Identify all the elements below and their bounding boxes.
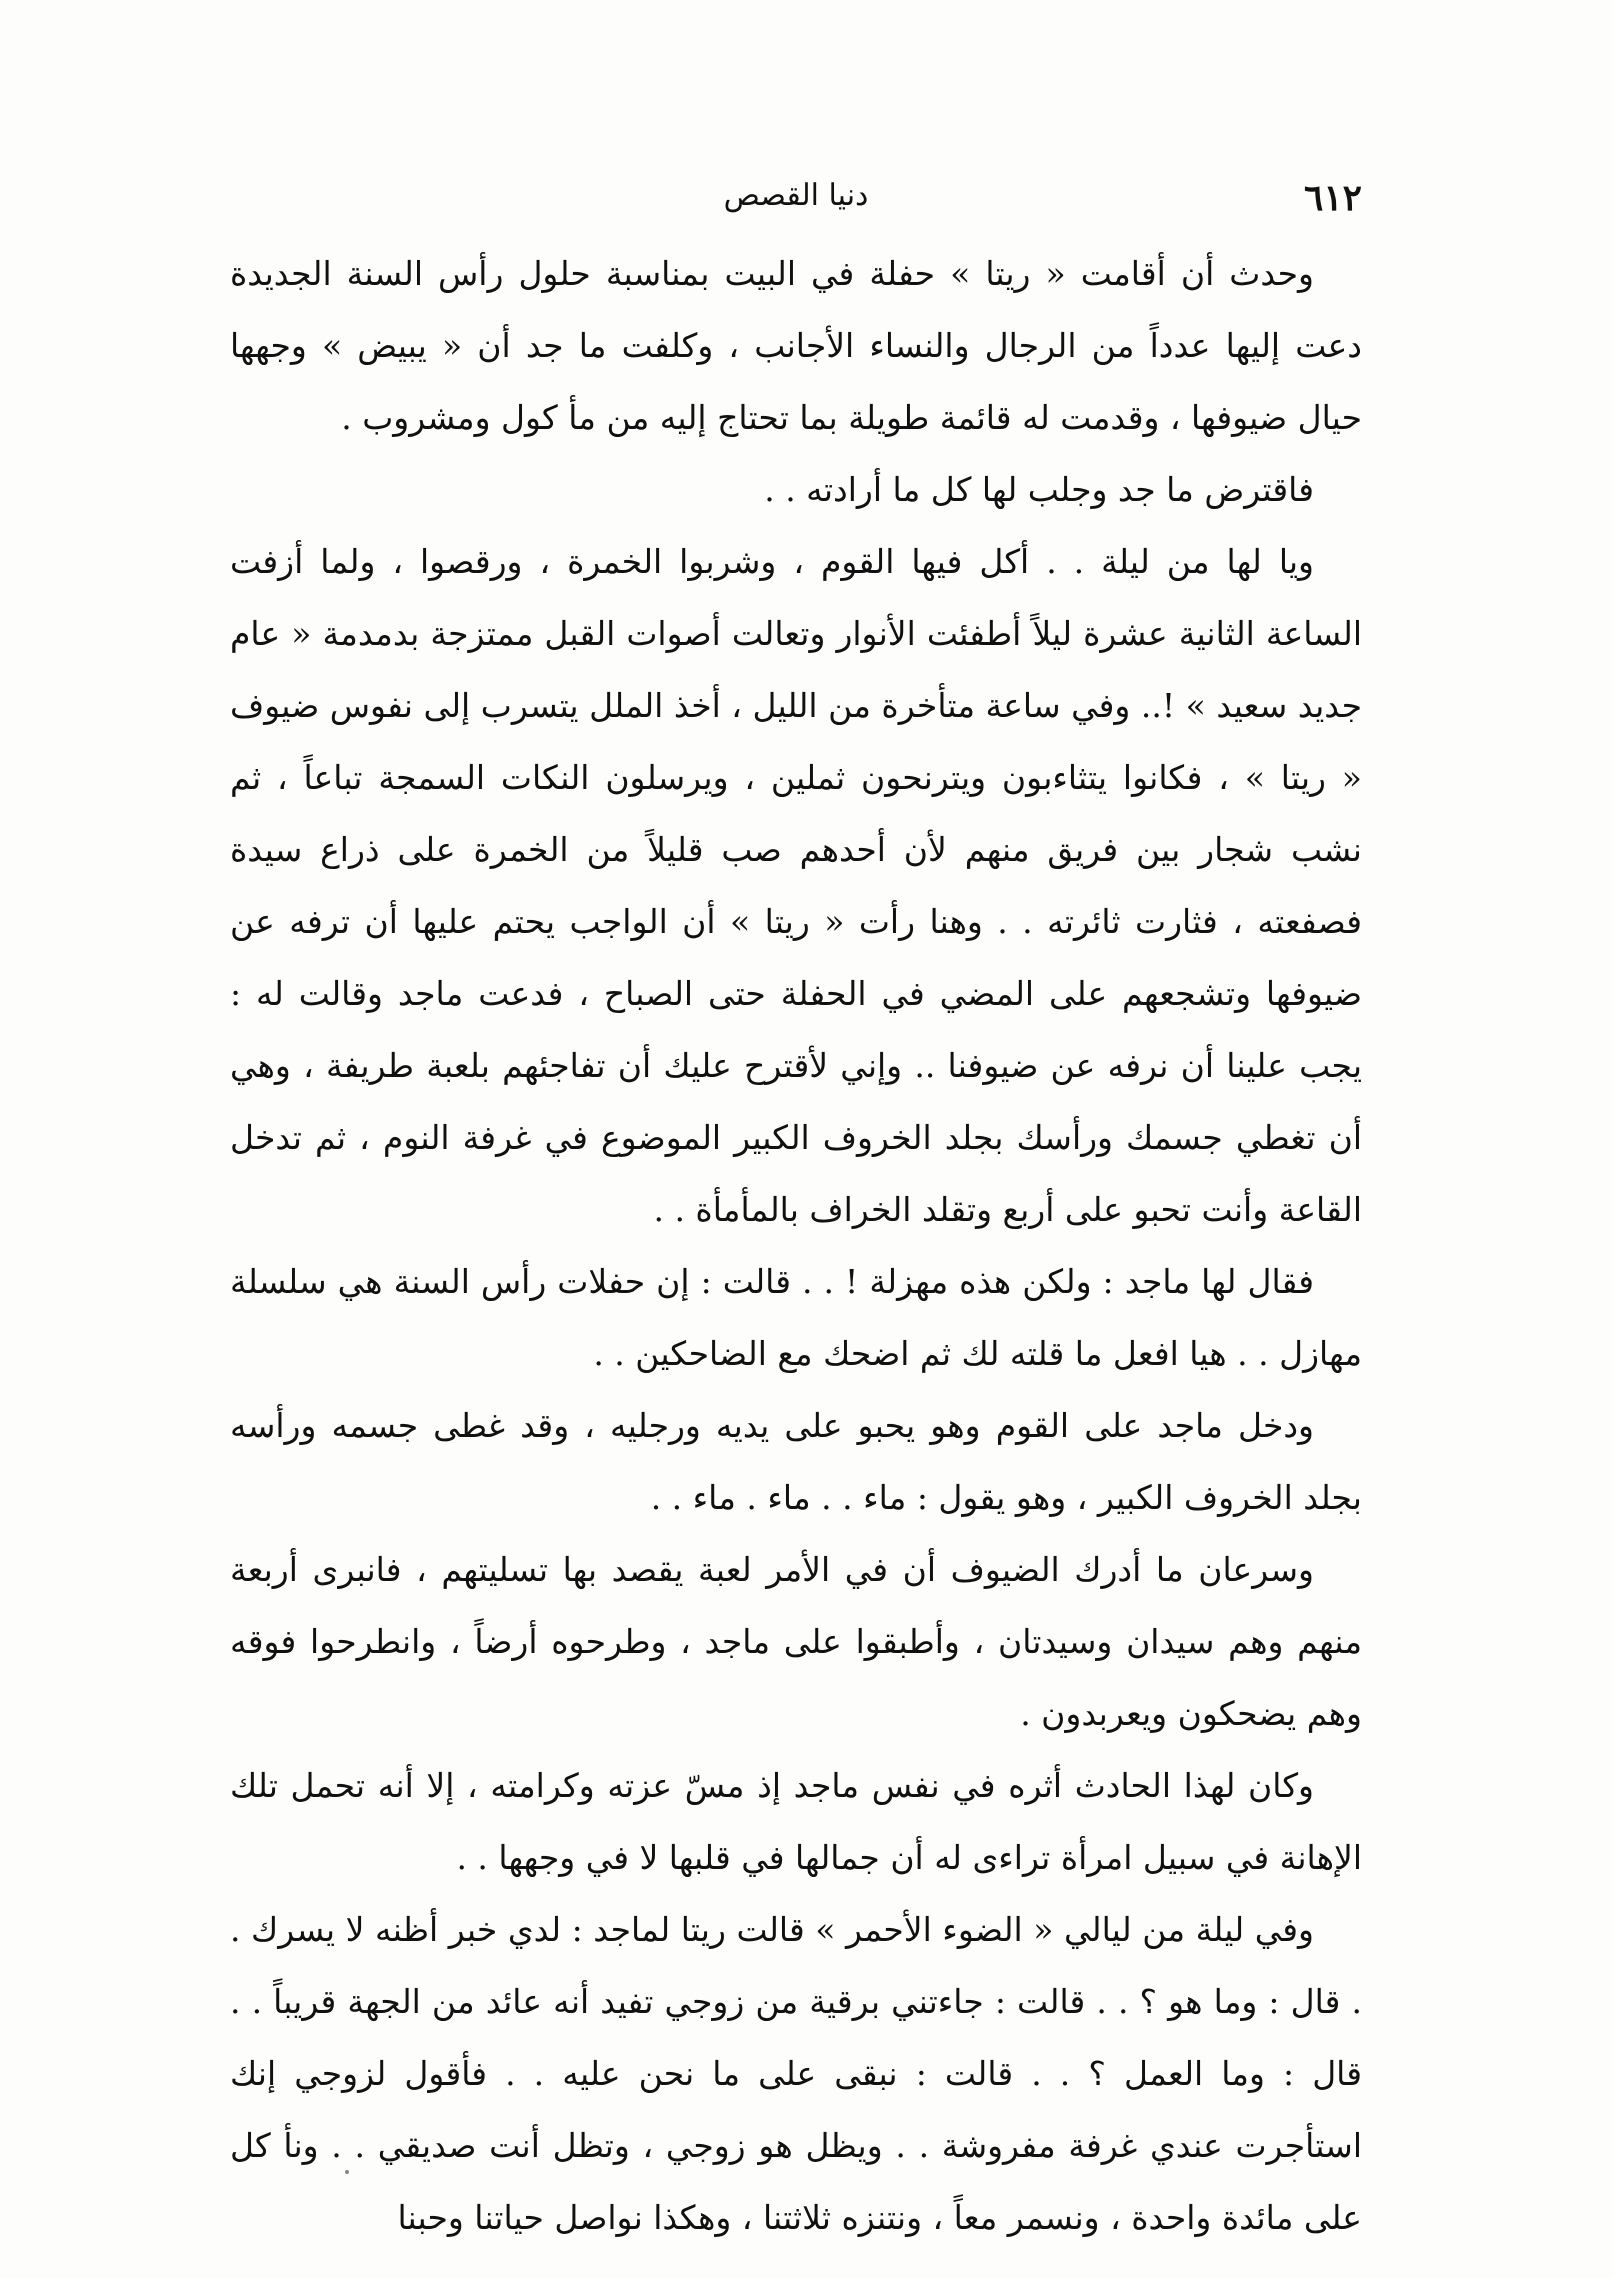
body-text	[230, 238, 1362, 2254]
paragraph: وحدث أن أقامت « ريتا » حفلة في البيت بمناسبة حلول رأس السنة الجديدة دعت إليها عدداً من الرجال والنساء الأجانب ، وكلفت ما جد أن « يبيض » وجهها حيال ضيوفها ، وقدمت له قائمة طويلة بما تحتاج إليه من مأ كول ومشروب .	[230, 254, 1362, 437]
paragraph: فاقترض ما جد وجلب لها كل ما أرادته . .	[764, 470, 1314, 509]
paragraph: وسرعان ما أدرك الضيوف أن في الأمر لعبة يقصد بها تسليتهم ، فانبرى أربعة منهم وهم سيدان وسيدتان ، وأطبقوا على ماجد ، وطرحوه أرضاً ، وانطرحوا فوقه وهم يضحكون ويعربدون .	[230, 1550, 1362, 1733]
scan-speck	[345, 2170, 349, 2174]
paragraph: فقال لها ماجد : ولكن هذه مهزلة ! . . قالت : إن حفلات رأس السنة هي سلسلة مهازل . . هيا افعل ما قلته لك ثم اضحك مع الضاحكين . .	[230, 1262, 1362, 1373]
running-title: دنيا القصص	[723, 178, 869, 213]
page-header	[230, 168, 1362, 228]
paragraph: وكان لهذا الحادث أثره في نفس ماجد إذ مسّ عزته وكرامته ، إلا أنه تحمل تلك الإهانة في سبيل امرأة تراءى له أن جمالها في قلبها لا في وجهها . .	[230, 1766, 1362, 1877]
page-number: ٦١٢	[1303, 177, 1362, 219]
paragraph: وفي ليلة من ليالي « الضوء الأحمر » قالت ريتا لماجد : لدي خبر أظنه لا يسرك . . قال : وما هو ؟ . . قالت : جاءتني برقية من زوجي تفيد أنه عائد من الجهة قريباً . . قال : وما العمل ؟ . . قالت : نبقى على ما نحن عليه . . فأقول لزوجي إنك استأجرت عندي غرفة مفروشة . . ويظل هو زوجي ، وتظل أنت صديقي . . ونأ كل على مائدة واحدة ، ونسمر معاً ، ونتنزه ثلاثتنا ، وهكذا نواصل حياتنا وحبنا	[230, 1910, 1362, 2237]
paragraph: ويا لها من ليلة . . أكل فيها القوم ، وشربوا الخمرة ، ورقصوا ، ولما أزفت الساعة الثانية عشرة ليلاً أطفئت الأنوار وتعالت أصوات القبل ممتزجة بدمدمة « عام جديد سعيد » !.. وفي ساعة متأخرة من الليل ، أخذ الملل يتسرب إلى نفوس ضيوف « ريتا » ، فكانوا يتثاءبون ويترنحون ثملين ، ويرسلون النكات السمجة تباعاً ، ثم نشب شجار بين فريق منهم لأن أحدهم صب قليلاً من الخمرة على ذراع سيدة فصفعته ، فثارت ثائرته . . وهنا رأت « ريتا » أن الواجب يحتم عليها أن ترفه عن ضيوفها وتشجعهم على المضي في الحفلة حتى الصباح ، فدعت ماجد وقالت له : يجب علينا أن نرفه عن ضيوفنا .. وإني لأقترح عليك أن تفاجئهم بلعبة طريفة ، وهي أن تغطي جسمك ورأسك بجلد الخروف الكبير الموضوع في غرفة النوم ، ثم تدخل القاعة وأنت تحبو على أربع وتقلد الخراف بالمأمأة . .	[230, 542, 1363, 1229]
paragraph: ودخل ماجد على القوم وهو يحبو على يديه ورجليه ، وقد غطى جسمه ورأسه بجلد الخروف الكبير ، وهو يقول : ماء . . ماء . ماء . .	[230, 1406, 1362, 1517]
